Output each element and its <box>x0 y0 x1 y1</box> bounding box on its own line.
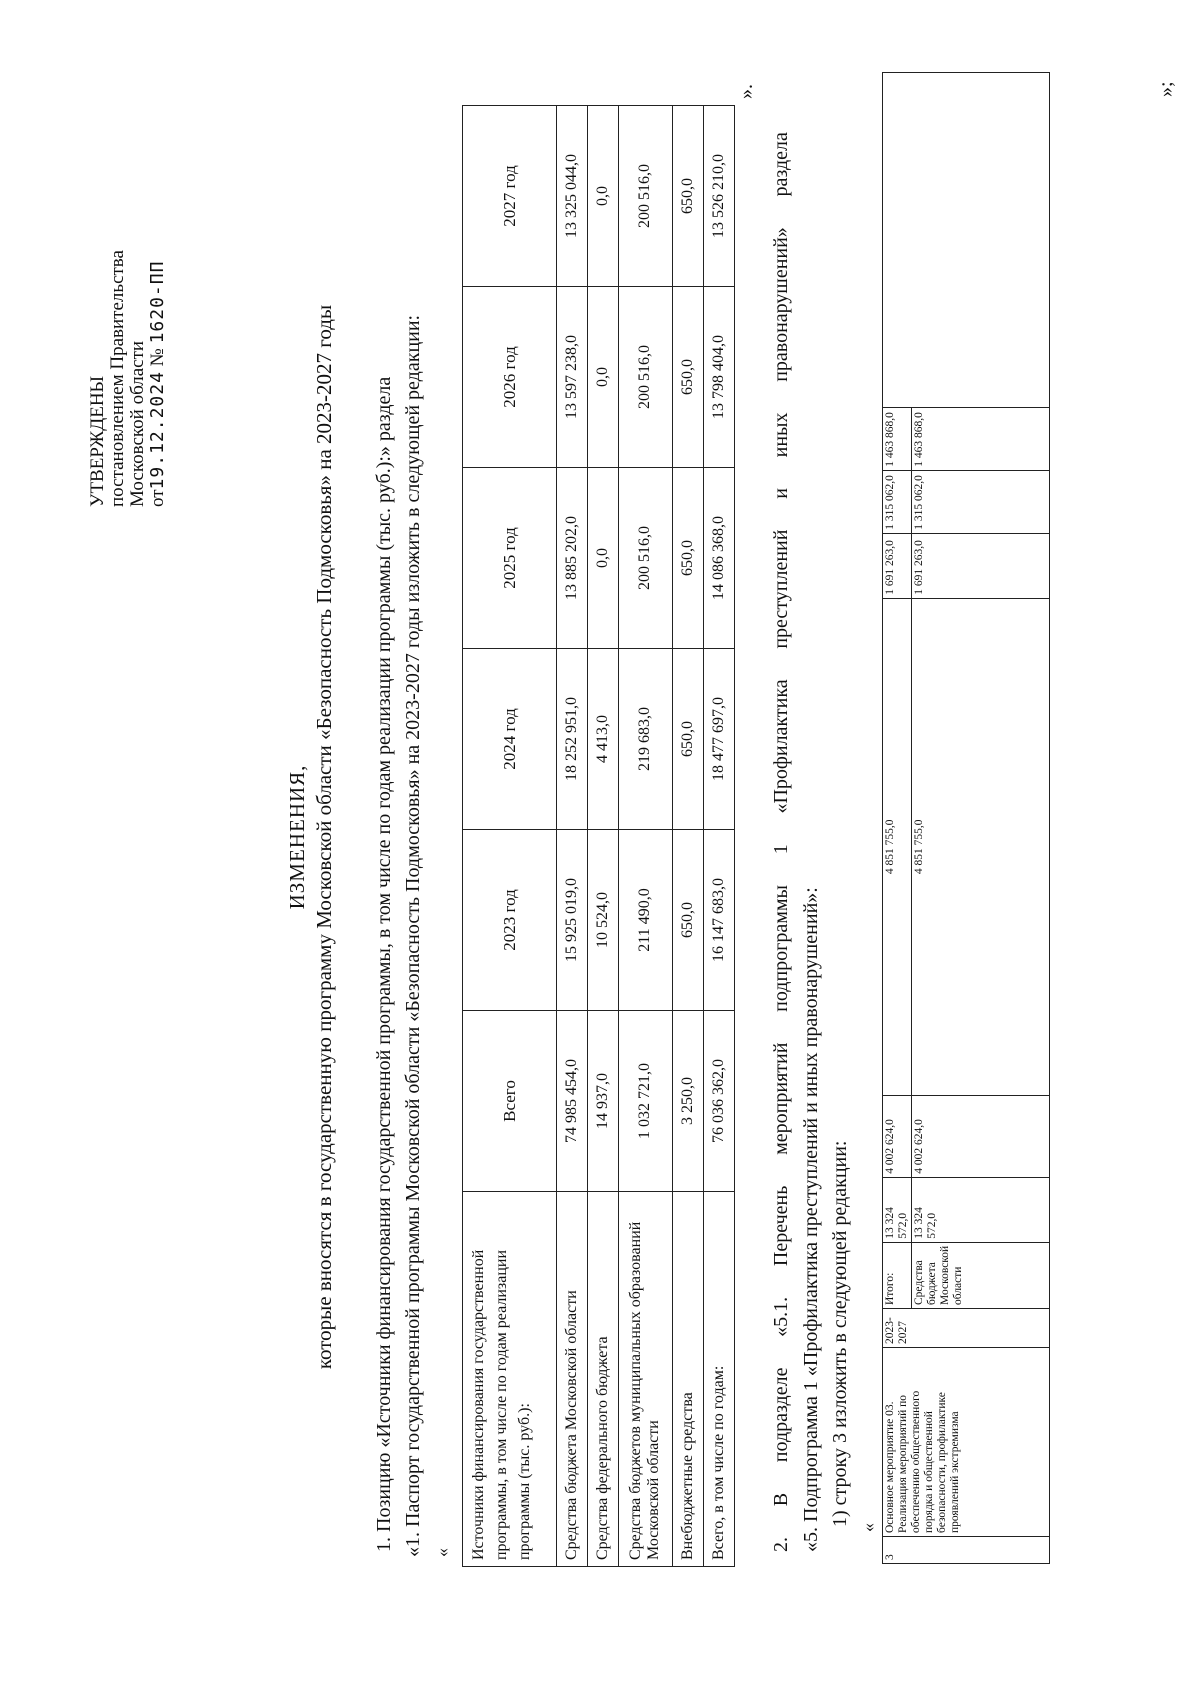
value-cell: 10 524,0 <box>587 830 618 1011</box>
column-header: 2024 год <box>463 649 557 830</box>
value-cell: 200 516,0 <box>618 468 673 649</box>
value-cell: 13 798 404,0 <box>704 287 735 468</box>
value-cell: 0,0 <box>587 468 618 649</box>
total-cell: 13 324 572,0 <box>912 1177 1050 1242</box>
y2024-cell: 4 851 755,0 <box>883 598 912 1095</box>
item1-line2: «1. Паспорт государственной программы Московской области «Безопасность Подмосковья» на 2023-2027 годы изложить в следующей редакции: <box>402 314 424 1557</box>
item2-line1 <box>770 132 793 1552</box>
y2023-cell: 4 002 624,0 <box>912 1095 1050 1177</box>
approval-date: 19.12.2024 <box>147 371 168 490</box>
document-title: ИЗМЕНЕНИЯ, <box>285 764 309 910</box>
row-label: Средства федерального бюджета <box>587 1192 618 1567</box>
measure-name: Основное мероприятие 03. Реализация мероприятий по обеспечению общественного порядка и общественной безопасности, профилактике проявлений экстремизма <box>883 1348 1050 1537</box>
approval-date-line <box>148 177 168 507</box>
item2-word: раздела <box>770 132 792 197</box>
item2-word: правонарушений» <box>770 227 792 382</box>
y2027-cell: 1 463 868,0 <box>883 407 912 470</box>
column-header: Всего <box>463 1011 557 1192</box>
column-header: 2025 год <box>463 468 557 649</box>
financing-header-row <box>463 106 557 1567</box>
document-subtitle: которые вносятся в государственную программу Московской области «Безопасность Подмосковья» на 2023-2027 годы <box>312 304 336 1370</box>
approval-line3: Московской области <box>127 340 148 507</box>
financing-row <box>618 106 673 1567</box>
item2-word: 1 <box>770 844 792 855</box>
item1-line1: 1. Позицию «Источники финансирования государственной программы, в том числе по годам реализации программы (тыс. руб.):» раздела <box>373 376 395 1552</box>
value-cell: 0,0 <box>587 287 618 468</box>
item2-word: мероприятий <box>770 1042 792 1155</box>
y2026-cell: 1 315 062,0 <box>912 470 1050 533</box>
open-quote-1: « <box>432 1548 452 1557</box>
value-cell: 211 490,0 <box>618 830 673 1011</box>
date-prefix: от <box>147 489 168 507</box>
financing-row <box>704 106 735 1567</box>
value-cell: 200 516,0 <box>618 106 673 287</box>
value-cell: 76 036 362,0 <box>704 1011 735 1192</box>
empty-cell <box>883 73 1050 408</box>
item2-word: подразделе <box>770 1367 792 1463</box>
value-cell: 1 032 721,0 <box>618 1011 673 1192</box>
item2-line3: 1) строку 3 изложить в следующей редакции: <box>829 1140 851 1527</box>
financing-row <box>557 106 588 1567</box>
row-label: Всего, в том числе по годам: <box>704 1192 735 1567</box>
row-label: Внебюджетные средства <box>673 1192 704 1567</box>
column-header: 2027 год <box>463 106 557 287</box>
item2-word: «Профилактика <box>770 679 792 814</box>
y2027-cell: 1 463 868,0 <box>912 407 1050 470</box>
measure-period: 2023-2027 <box>883 1309 1050 1348</box>
value-cell: 14 086 368,0 <box>704 468 735 649</box>
close-quote-2: »; <box>1155 81 1177 97</box>
y2026-cell: 1 315 062,0 <box>883 470 912 533</box>
value-cell: 13 885 202,0 <box>557 468 588 649</box>
value-cell: 650,0 <box>673 649 704 830</box>
value-cell: 15 925 019,0 <box>557 830 588 1011</box>
approval-number: 1620-ПП <box>147 260 168 344</box>
value-cell: 4 413,0 <box>587 649 618 830</box>
value-cell: 13 597 238,0 <box>557 287 588 468</box>
approval-title: УТВЕРЖДЕНЫ <box>87 375 108 507</box>
y2023-cell: 4 002 624,0 <box>883 1095 912 1177</box>
item2-word: В <box>770 1492 792 1507</box>
item2-word: преступлений <box>770 529 792 649</box>
approval-line2: постановлением Правительства <box>107 250 128 507</box>
number-prefix: № <box>147 348 168 367</box>
value-cell: 13 526 210,0 <box>704 106 735 287</box>
y2025-cell: 1 691 263,0 <box>912 533 1050 598</box>
value-cell: 219 683,0 <box>618 649 673 830</box>
value-cell: 74 985 454,0 <box>557 1011 588 1192</box>
value-cell: 13 325 044,0 <box>557 106 588 287</box>
measures-row-total <box>883 73 912 1564</box>
source-cell: Средства бюджета Московской области <box>912 1242 1050 1308</box>
financing-table <box>462 105 735 1567</box>
row-label: Средства бюджета Московской области <box>557 1192 588 1567</box>
value-cell: 200 516,0 <box>618 287 673 468</box>
y2025-cell: 1 691 263,0 <box>883 533 912 598</box>
value-cell: 650,0 <box>673 468 704 649</box>
approval-stamp <box>88 177 168 507</box>
column-header: 2023 год <box>463 830 557 1011</box>
value-cell: 16 147 683,0 <box>704 830 735 1011</box>
value-cell: 18 252 951,0 <box>557 649 588 830</box>
item2-word: подпрограммы <box>770 885 792 1012</box>
open-quote-2: « <box>858 1523 878 1532</box>
value-cell: 14 937,0 <box>587 1011 618 1192</box>
total-cell: 13 324 572,0 <box>883 1177 912 1242</box>
value-cell: 18 477 697,0 <box>704 649 735 830</box>
value-cell: 650,0 <box>673 106 704 287</box>
row-label: Средства бюджетов муниципальных образований Московской области <box>618 1192 673 1567</box>
value-cell: 0,0 <box>587 106 618 287</box>
column-header: 2026 год <box>463 287 557 468</box>
item2-word: «5.1. <box>770 1296 792 1337</box>
y2024-cell: 4 851 755,0 <box>912 598 1050 1095</box>
value-cell: 650,0 <box>673 830 704 1011</box>
item2-line2: «5. Подпрограмма 1 «Профилактика преступлений и иных правонарушений»: <box>800 887 822 1552</box>
value-cell: 3 250,0 <box>673 1011 704 1192</box>
financing-header-label: Источники финансирования государственной программы, в том числе по годам реализации программы (тыс. руб.): <box>463 1192 557 1567</box>
measures-table <box>882 72 1050 1564</box>
financing-row <box>673 106 704 1567</box>
source-cell: Итого: <box>883 1242 912 1308</box>
financing-row <box>587 106 618 1567</box>
close-quote-1: ». <box>735 84 757 99</box>
item2-word: и <box>770 488 792 499</box>
item2-word: иных <box>770 412 792 458</box>
value-cell: 650,0 <box>673 287 704 468</box>
row-number: 3 <box>883 1537 1050 1564</box>
item2-word: 2. <box>770 1537 792 1552</box>
item2-word: Перечень <box>770 1185 792 1267</box>
